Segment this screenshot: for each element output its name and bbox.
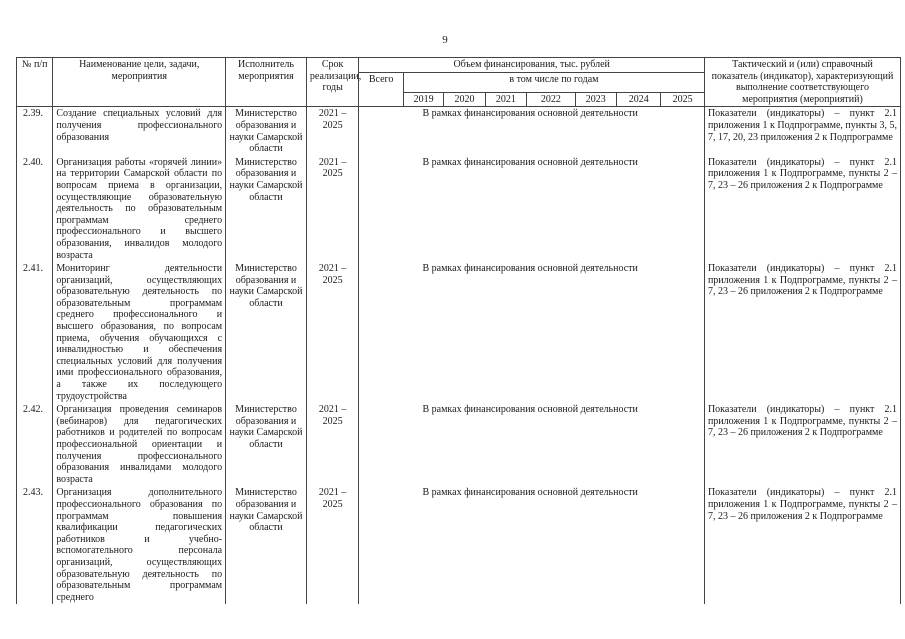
row-funding: В рамках финансирования основной деятельности	[359, 107, 705, 156]
header-name: Наименование цели, задачи, мероприятия	[53, 58, 226, 107]
row-term: 2021 – 2025	[306, 262, 359, 403]
table-row	[17, 107, 901, 156]
header-term: Срок реализации, годы	[306, 58, 359, 107]
row-executor: Министерство образования и науки Самарской области	[226, 107, 307, 156]
header-year: 2024	[616, 92, 660, 107]
header-by-years: в том числе по годам	[403, 72, 704, 92]
row-num: 2.40.	[17, 156, 53, 262]
row-funding: В рамках финансирования основной деятельности	[422, 263, 638, 275]
table-row	[17, 262, 901, 403]
row-name: Организация проведения семинаров (вебинаров) для педагогических работников и родителей по вопросам профессиональной ориентации и получения профессионального образования инвалидами молодого возраста	[53, 403, 226, 486]
row-indicator: Показатели (индикаторы) – пункт 2.1 приложения 1 к Подпрограмме, пункты 2 – 7, 23 – 26 приложения 2 к Подпрограмме	[704, 486, 900, 604]
row-name: Создание специальных условий для получения профессионального образования	[53, 107, 226, 156]
header-year: 2019	[403, 92, 443, 107]
row-executor: Министерство образования и науки Самарской области	[226, 486, 307, 604]
row-funding: В рамках финансирования основной деятельности	[422, 156, 638, 168]
row-num: 2.41.	[17, 262, 53, 403]
header-year: 2023	[575, 92, 616, 107]
header-year: 2021	[485, 92, 526, 107]
row-executor: Министерство образования и науки Самарской области	[226, 262, 307, 403]
row-num: 2.39.	[17, 107, 53, 156]
header-executor: Исполнитель мероприятия	[226, 58, 307, 107]
row-name: Мониторинг деятельности организаций, осуществляющих образовательную деятельность по образовательным программам среднего профессионального и высшего образования, по вопросам приема, обучения обучающихся с инвалидностью и обеспечения специальных условий для получения ими профессионального образования, а также их последующего трудоустройства	[53, 262, 226, 403]
table-row	[17, 156, 901, 262]
header-indicator: Тактический и (или) справочный показатель (индикатор), характеризующий выполнение соответствующего мероприятия (мероприятий)	[704, 58, 900, 107]
row-funding: В рамках финансирования основной деятельности	[422, 404, 638, 416]
table-row	[17, 403, 901, 486]
row-name: Организация дополнительного профессионального образования по программам повышения квалификации педагогических работников и учебно-вспомогательного персонала организаций, осуществляющих образовательную деятельность по образовательным программам среднего	[53, 486, 226, 604]
row-executor: Министерство образования и науки Самарской области	[226, 156, 307, 262]
row-num: 2.43.	[17, 486, 53, 604]
row-term: 2021 – 2025	[306, 403, 359, 486]
row-indicator: Показатели (индикаторы) – пункт 2.1 приложения 1 к Подпрограмме, пункты 3, 5, 7, 17, 20, 23 приложения 2 к Подпрограмме	[704, 107, 900, 156]
header-year: 2025	[661, 92, 705, 107]
page-number: 9	[442, 34, 448, 46]
program-table	[16, 57, 901, 604]
header-funding: Объем финансирования, тыс. рублей	[359, 58, 705, 73]
header-total: Всего	[359, 72, 403, 107]
header-num: № п/п	[17, 58, 53, 107]
row-term: 2021 – 2025	[306, 486, 359, 604]
row-indicator: Показатели (индикаторы) – пункт 2.1 приложения 1 к Подпрограмме, пункты 2 – 7, 23 – 26 приложения 2 к Подпрограмме	[704, 262, 900, 403]
row-term: 2021 – 2025	[306, 156, 359, 262]
row-indicator: Показатели (индикаторы) – пункт 2.1 приложения 1 к Подпрограмме, пункты 2 – 7, 23 – 26 приложения 2 к Подпрограмме	[704, 156, 900, 262]
table-row	[17, 486, 901, 604]
header-year: 2020	[444, 92, 485, 107]
row-num: 2.42.	[17, 403, 53, 486]
header-year: 2022	[527, 92, 575, 107]
row-funding: В рамках финансирования основной деятельности	[422, 487, 638, 499]
row-term: 2021 – 2025	[306, 107, 359, 156]
row-indicator: Показатели (индикаторы) – пункт 2.1 приложения 1 к Подпрограмме, пункты 2 – 7, 23 – 26 приложения 2 к Подпрограмме	[704, 403, 900, 486]
row-executor: Министерство образования и науки Самарской области	[226, 403, 307, 486]
row-name: Организация работы «горячей линии» на территории Самарской области по вопросам приема в организации, осуществляющие образовательную деятельность по образовательным программам среднего профессионального и высшего образования, инвалидов молодого возраста	[53, 156, 226, 262]
